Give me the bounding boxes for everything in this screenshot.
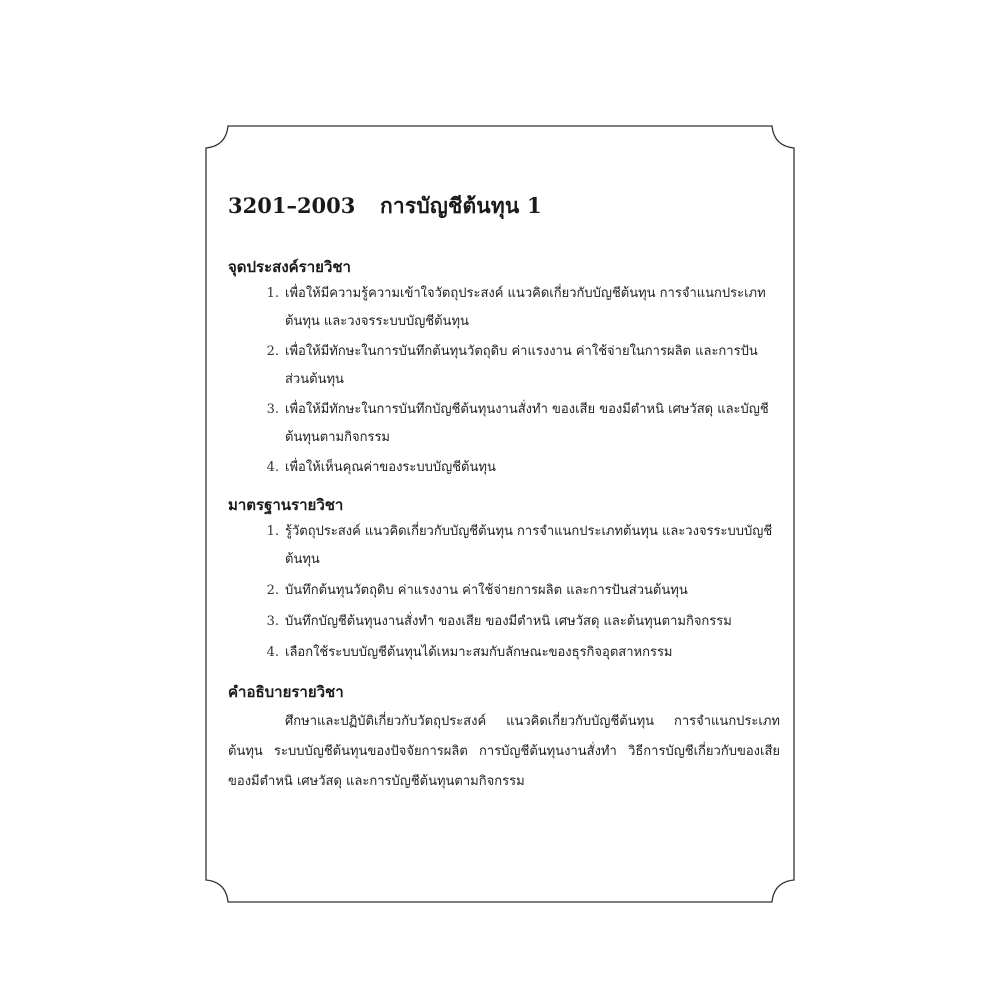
- standards-heading: มาตรฐานรายวิชา: [228, 496, 344, 514]
- item-number: 2.: [266, 583, 279, 598]
- list-item: [228, 454, 780, 482]
- list-item: [228, 396, 780, 452]
- course-title: การบัญชีต้นทุน 1: [380, 193, 542, 218]
- item-text: บันทึกต้นทุนวัตถุดิบ ค่าแรงงาน ค่าใช้จ่ายการผลิต และการปันส่วนต้นทุน: [285, 583, 688, 598]
- item-text: เพื่อให้มีทักษะในการบันทึกต้นทุนวัตถุดิบ ค่าแรงงาน ค่าใช้จ่ายในการผลิต และการปันส่วนต้นทุน: [285, 344, 758, 387]
- item-number: 3.: [266, 614, 279, 629]
- description-heading: คำอธิบายรายวิชา: [228, 683, 344, 701]
- item-number: 3.: [266, 402, 279, 417]
- item-text: เพื่อให้เห็นคุณค่าของระบบบัญชีต้นทุน: [285, 460, 496, 475]
- page-content: [228, 190, 780, 797]
- item-text: เลือกใช้ระบบบัญชีต้นทุนได้เหมาะสมกับลักษณะของธุรกิจอุตสาหกรรม: [285, 645, 673, 660]
- item-number: 1.: [266, 286, 279, 301]
- list-item: [228, 577, 780, 605]
- standards-list: [228, 518, 780, 667]
- item-number: 4.: [266, 645, 279, 660]
- list-item: [228, 639, 780, 667]
- list-item: [228, 338, 780, 394]
- item-number: 4.: [266, 460, 279, 475]
- course-code: 3201–2003: [228, 193, 356, 218]
- course-heading: [228, 190, 780, 226]
- item-text: รู้วัตถุประสงค์ แนวคิดเกี่ยวกับบัญชีต้นทุน การจำแนกประเภทต้นทุน และวงจรระบบบัญชีต้นทุน: [285, 524, 773, 567]
- list-item: [228, 280, 780, 336]
- item-text: เพื่อให้มีทักษะในการบันทึกบัญชีต้นทุนงานสั่งทำ ของเสีย ของมีตำหนิ เศษวัสดุ และบัญชีต้นทุนตามกิจกรรม: [285, 402, 769, 445]
- item-text: เพื่อให้มีความรู้ความเข้าใจวัตถุประสงค์ แนวคิดเกี่ยวกับบัญชีต้นทุน การจำแนกประเภทต้นทุน และวงจรระบบบัญชีต้นทุน: [285, 286, 766, 329]
- item-number: 1.: [266, 524, 279, 539]
- list-item: [228, 608, 780, 636]
- description-section: [228, 679, 780, 797]
- list-item: [228, 518, 780, 574]
- objectives-heading: จุดประสงค์รายวิชา: [228, 258, 351, 276]
- item-number: 2.: [266, 344, 279, 359]
- standards-section: [228, 492, 780, 667]
- objectives-section: [228, 254, 780, 482]
- objectives-list: [228, 280, 780, 482]
- description-text: ศึกษาและปฏิบัติเกี่ยวกับวัตถุประสงค์ แนวคิดเกี่ยวกับบัญชีต้นทุน การจำแนกประเภทต้นทุน ระบบบัญชีต้นทุนของปัจจัยการผลิต การบัญชีต้นทุนงานสั่งทำ วิธีการบัญชีเกี่ยวกับของเสีย ของมีตำหนิ เศษวัสดุ และการบัญชีต้นทุนตามกิจกรรม: [228, 714, 780, 789]
- item-text: บันทึกบัญชีต้นทุนงานสั่งทำ ของเสีย ของมีตำหนิ เศษวัสดุ และต้นทุนตามกิจกรรม: [285, 614, 732, 629]
